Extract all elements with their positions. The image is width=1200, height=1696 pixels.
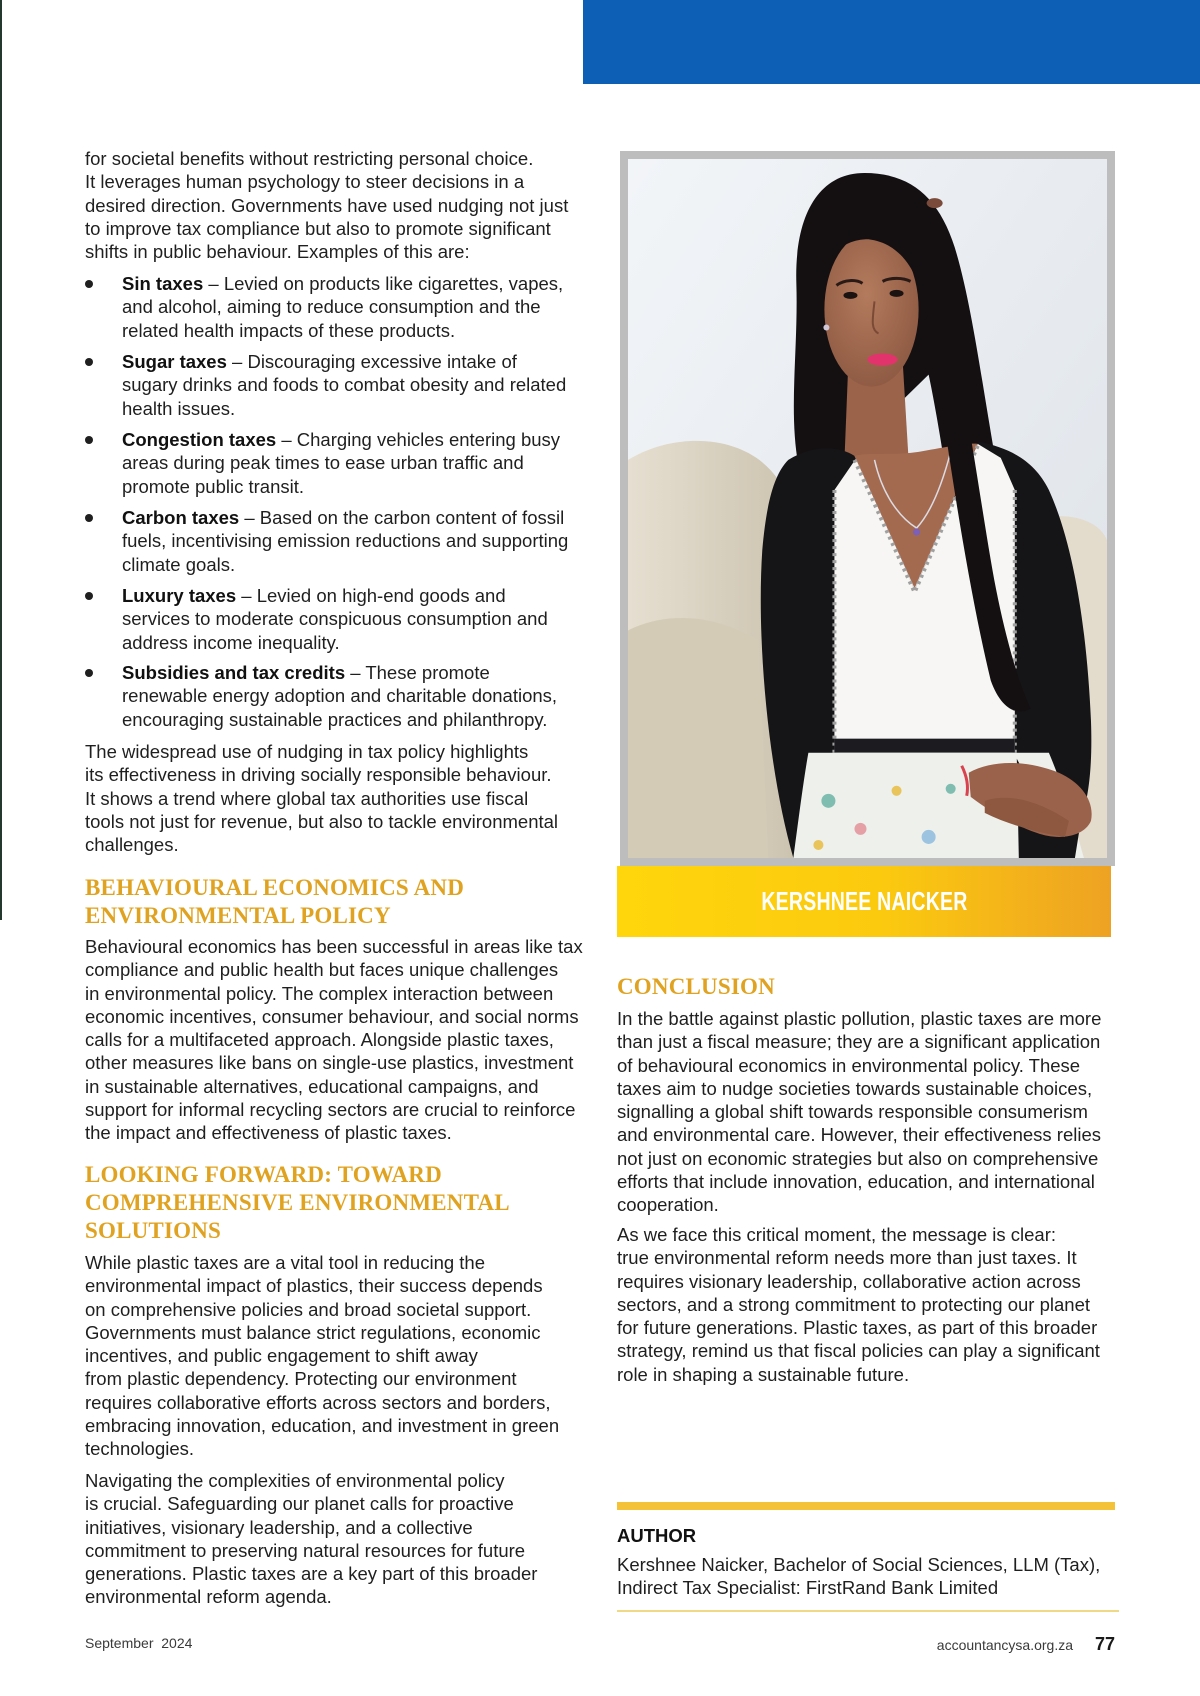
website-url: accountancysa.org.za xyxy=(936,1637,1073,1653)
list-item-sin-taxes xyxy=(85,272,585,342)
conclusion-paragraph-1: In the battle against plastic pollution, plastic taxes are more than just a fiscal measure; they are a significant application of behavioural economics in environmental policy. These taxes aim to nudge societies towards sustainable choices, signalling a global shift towards responsible consumerism and environmental care. However, their effectiveness relies not just on economic strategies but also on comprehensive efforts that include innovation, education, and international cooperation. xyxy=(617,1008,1102,1216)
section-heading-looking-forward: LOOKING FORWARD: TOWARD COMPREHENSIVE ENVIRONMENTAL SOLUTIONS xyxy=(85,1162,510,1244)
list-item-text xyxy=(122,428,560,498)
bullet-dot xyxy=(85,592,93,600)
issue-date: September 2024 xyxy=(85,1635,193,1651)
bullet-dot xyxy=(85,280,93,288)
list-item-congestion-taxes xyxy=(85,428,585,498)
list-item-term: Subsidies and tax credits xyxy=(122,662,346,683)
looking-forward-paragraph-1: While plastic taxes are a vital tool in reducing the environmental impact of plastics, their success depends on comprehensive policies and broad societal support. Governments must balance strict regulations, economic incentives, and public engagement to shift away from plastic dependency. Protecting our environment requires collaborative efforts across sectors and borders, embracing innovation, education, and investment in green technologies. xyxy=(85,1252,560,1460)
list-item-term: Sugar taxes xyxy=(122,351,227,372)
conclusion-paragraph-2: As we face this critical moment, the message is clear: true environmental reform needs more than just taxes. It requires visionary leadership, collaborative action across sectors, and a strong commitment to protecting our planet for future generations. Plastic taxes, as part of this broader strategy, remind us that fiscal policies can play a significant role in shaping a sustainable future. xyxy=(617,1224,1100,1385)
behavioural-paragraph: Behavioural economics has been successful in areas like tax compliance and public health but faces unique challenges in environmental policy. The complex interaction between economic incentives, consumer behaviour, and social norms calls for a multifaceted approach. Alongside plastic taxes, other measures like bans on single-use plastics, investment in sustainable alternatives, educational campaigns, and support for informal recycling sectors are crucial to reinforce the impact and effectiveness of plastic taxes. xyxy=(85,936,583,1144)
list-item-text xyxy=(122,506,568,576)
author-label: AUTHOR xyxy=(617,1525,697,1546)
hair-clip xyxy=(927,198,943,208)
list-item-description: – Discouraging excessive intake of sugary drinks and foods to combat obesity and related health issues. xyxy=(122,351,567,419)
list-item-term: Sin taxes xyxy=(122,273,204,294)
list-item-term: Carbon taxes xyxy=(122,507,240,528)
intro-paragraph: for societal benefits without restricting personal choice. It leverages human psychology to steer decisions in a desired direction. Governments have used nudging not just to improve tax compliance but also to promote significant shifts in public behaviour. Examples of this are: xyxy=(85,148,569,263)
list-item-description: – These promote renewable energy adoption and charitable donations, encouraging sustainable practices and philanthropy. xyxy=(122,662,558,730)
bullet-dot xyxy=(85,436,93,444)
list-item-sugar-taxes xyxy=(85,350,585,420)
list-item-text xyxy=(122,350,566,420)
section-heading-conclusion: CONCLUSION xyxy=(617,974,775,999)
name-banner xyxy=(617,866,1111,937)
list-item-subsidies xyxy=(85,661,585,731)
author-name-caption: KERSHNEE NAICKER xyxy=(760,886,968,916)
list-item-text xyxy=(122,661,557,731)
list-item-text xyxy=(122,584,548,654)
list-item-description: – Levied on products like cigarettes, vapes, and alcohol, aiming to reduce consumption and the related health impacts of these products. xyxy=(122,273,564,341)
belt xyxy=(834,739,1014,753)
bullet-dot xyxy=(85,669,93,677)
list-item-carbon-taxes xyxy=(85,506,585,576)
bullet-dot xyxy=(85,514,93,522)
list-item-description: – Based on the carbon content of fossil fuels, incentivising emission reductions and supporting climate goals. xyxy=(122,507,569,575)
author-photo xyxy=(620,151,1115,866)
list-item-luxury-taxes xyxy=(85,584,585,654)
list-item-term: Congestion taxes xyxy=(122,429,277,450)
list-item-term: Luxury taxes xyxy=(122,585,237,606)
section-heading-behavioural: BEHAVIOURAL ECONOMICS AND ENVIRONMENTAL POLICY xyxy=(85,875,465,929)
page-number: 77 xyxy=(1095,1634,1116,1654)
bullet-dot xyxy=(85,358,93,366)
list-item-description: – Levied on high-end goods and services to moderate conspicuous consumption and address income inequality. xyxy=(122,585,548,653)
looking-forward-paragraph-2: Navigating the complexities of environmental policy is crucial. Safeguarding our planet calls for proactive initiatives, visionary leadership, and a collective commitment to preserving natural resources for future generations. Plastic taxes are a key part of this broader environmental reform agenda. xyxy=(85,1470,538,1608)
author-box-rule xyxy=(617,1502,1115,1510)
summary-paragraph: The widespread use of nudging in tax policy highlights its effectiveness in driving socially responsible behaviour. It shows a trend where global tax authorities use fiscal tools not just for revenue, but also to tackle environmental challenges. xyxy=(85,741,559,856)
header-color-block xyxy=(583,0,1200,84)
page-edge-strip xyxy=(0,0,2,920)
author-box-bottom-rule xyxy=(617,1610,1119,1612)
list-item-description: – Charging vehicles entering busy areas during peak times to ease urban traffic and promote public transit. xyxy=(122,429,561,497)
list-item-text xyxy=(122,272,563,342)
author-bio: Kershnee Naicker, Bachelor of Social Sciences, LLM (Tax), Indirect Tax Specialist: FirstRand Bank Limited xyxy=(617,1554,1101,1599)
portrait-illustration xyxy=(628,159,1107,858)
